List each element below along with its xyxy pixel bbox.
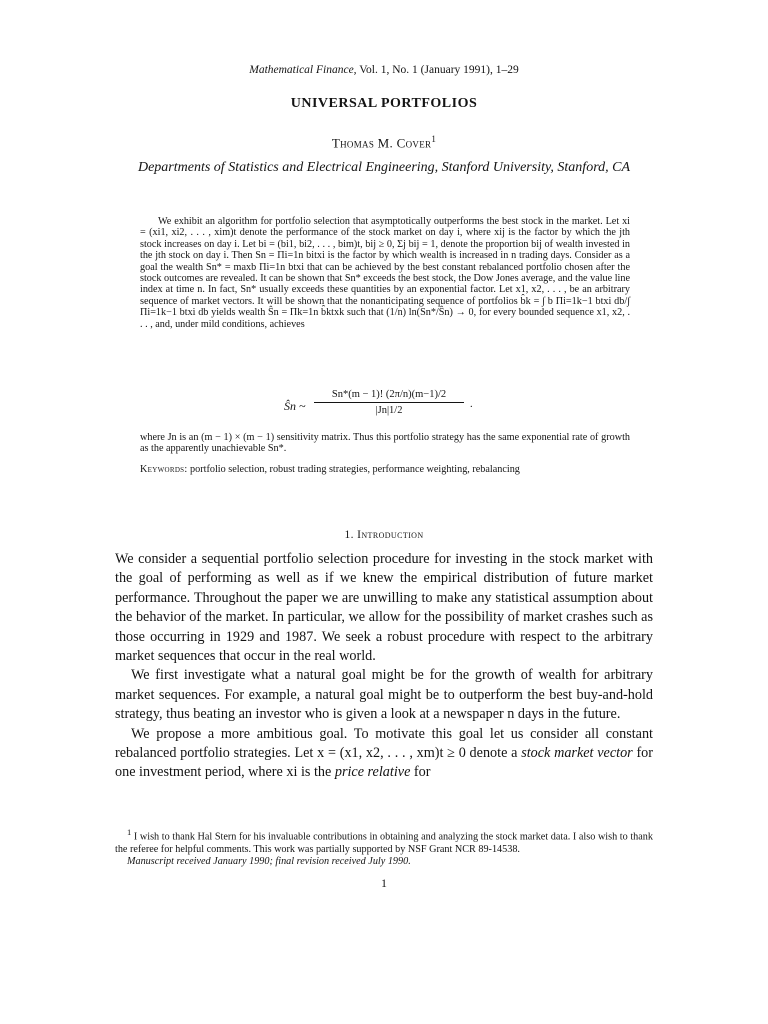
body-text [115, 550, 653, 783]
keywords-label: Keywords: [140, 464, 188, 475]
author-footnote-mark: 1 [431, 134, 437, 144]
footnote-mark: 1 [127, 827, 132, 837]
author-name: Thomas M. Cover [331, 135, 432, 151]
term-price-relative: price relative [334, 764, 411, 781]
equation-period: . [470, 399, 473, 410]
body-paragraph-1: We consider a sequential portfolio selection procedure for investing in the stock market with the goal of performing as well as if we knew the empirical distribution of future market performance. Throughout the paper we are unwilling to make any statistical assumption about the behavior of the market. In particular, we allow for the possibility of market crashes such as those occurring in 1929 and 1987. We seek a robust procedure with respect to the arbitrary market sequences that occur in the real world. [115, 551, 653, 665]
p3-part-e: for [410, 764, 431, 781]
section-heading: 1. Introduction [344, 529, 424, 541]
running-head [0, 64, 768, 76]
body-paragraph-3 [115, 725, 653, 783]
equation-numerator: Sn*(m − 1)! (2π/n)(m−1)/2 [314, 389, 464, 403]
journal-issue: Vol. 1, No. 1 (January 1991), 1–29 [356, 64, 519, 76]
footnote-body: I wish to thank Hal Stern for his invaluable contributions in obtaining and analyzing the stock market data. I also wish to thank the referee for helpful comments. This work was partially supported by NSF Grant NCR 89-14538. [115, 831, 653, 855]
abstract-continuation [140, 432, 630, 455]
equation-fraction [314, 389, 464, 416]
p3-part-c: for one investment period, where xi is the [115, 745, 653, 781]
equation-lhs: Ŝn ~ [284, 399, 306, 413]
journal-name: Mathematical Finance, [249, 64, 357, 76]
footnote [115, 826, 653, 868]
author-line [0, 134, 768, 151]
display-equation [284, 389, 504, 425]
paper-title: UNIVERSAL PORTFOLIOS [290, 96, 478, 111]
abstract-paragraph: We exhibit an algorithm for portfolio selection that asymptotically outperforms the best stock in the market. Let xi = (xi1, xi2, . . . , xim)t denote the performance of the stock market on day i, where xij is the factor by which the jth stock increases on day i. Let bi = (bi1, bi2, . . . , bim)t, bij ≥ 0, Σj bij = 1, denote the proportion bij of wealth invested in the jth stock on day i. Then Sn = Πi=1n bitxi is the factor by which wealth is increased in n trading days. Consider as a goal the wealth Sn* = maxb Πi=1n btxi that can be achieved by the best constant rebalanced portfolio chosen after the stock outcomes are revealed. It can be shown that Sn* exceeds the best stock, the Dow Jones average, and the value line index at time n. In fact, Sn* usually exceeds these quantities by an exponential factor. Let x1, x2, . . . , be an arbitrary sequence of market vectors. It will be shown that the nonanticipating sequence of portfolios b̂k = ∫ b Πi=1k−1 btxi db/∫ Πi=1k−1 btxi db yields wealth Ŝn = Πk=1n b̂ktxk such that (1/n) ln(Sn*/Ŝn) → 0, for every bounded sequence x1, x2, . . . , and, under mild conditions, achieves [140, 216, 630, 330]
p3-part-a: We propose a more ambitious goal. To motivate this goal let us consider all constant rebalanced portfolio strategies. Let x = (x1, x2, . . . , xm)t ≥ 0 denote a [115, 725, 653, 762]
keywords [140, 464, 630, 476]
footnote-text [115, 826, 653, 856]
affiliation: Departments of Statistics and Electrical Engineering, Stanford University, Stanford, CA [137, 160, 631, 175]
term-stock-market-vector: stock market vector [521, 745, 633, 762]
equation-denominator: |Jn|1/2 [375, 405, 403, 416]
abstract [140, 216, 630, 330]
manuscript-received: Manuscript received January 1990; final revision received July 1990. [127, 855, 411, 867]
page-number: 1 [381, 876, 387, 890]
keywords-text: portfolio selection, robust trading strategies, performance weighting, rebalancing [187, 464, 520, 475]
abstract-paragraph-2: where Jn is an (m − 1) × (m − 1) sensitivity matrix. Thus this portfolio strategy has the same exponential rate of growth as the apparently unachievable Sn*. [140, 432, 630, 455]
body-paragraph-2: We first investigate what a natural goal might be for the growth of wealth for arbitrary market sequences. For example, a natural goal might be to outperform the best buy-and-hold strategy, thus beating an investor who is given a look at a newspaper n days in the future. [115, 667, 653, 723]
